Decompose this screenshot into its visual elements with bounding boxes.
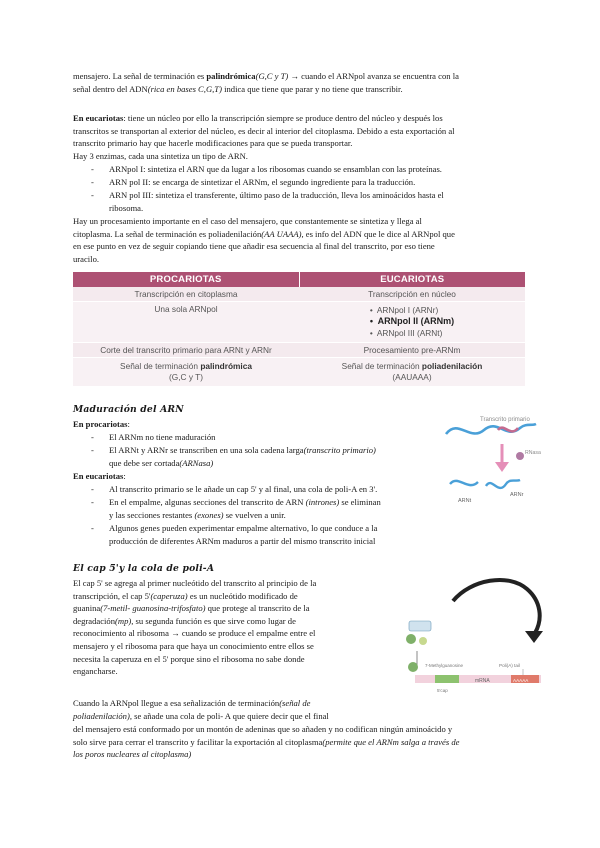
curved-arrow-head-icon bbox=[525, 631, 543, 643]
paragraph-processing: Hay un procesamiento importante en el caso del mensajero, que constantemente se sintetiza y llega al citoplasma. La señal de terminación es poliadenilación(AA UAAA), es info del ADN que le dice al ARNpol que en ese punto en vez de seguir copiando tiene que añadir esa secuencia al final del transcrito, por eso tiene uracilo. bbox=[73, 216, 455, 264]
prok-item-1: El ARNm no tiene maduración bbox=[109, 432, 216, 442]
fig-label-methylguanosine: 7-Methylguanosine bbox=[425, 663, 464, 668]
fig-label-arnt: ARNt bbox=[458, 498, 472, 504]
fig-label-mrna: mRNA bbox=[475, 678, 490, 684]
euk-item-3-cont: producción de diferentes ARNm maduros a partir del mismo transcrito inicial bbox=[109, 536, 376, 546]
label-en-eucariotas: En eucariotas: bbox=[73, 471, 126, 481]
arnt-fragment bbox=[450, 481, 478, 485]
rnasa-icon bbox=[516, 452, 524, 460]
euk-item-3: Algunos genes pueden experimentar empalme alternativo, lo que conduce a la bbox=[109, 523, 378, 533]
guanine-ring-icon bbox=[406, 634, 416, 644]
bullet-arnpol-3-cont: ribosoma. bbox=[109, 203, 144, 213]
nucleotide-icon bbox=[408, 662, 418, 672]
bullet-dash: - bbox=[91, 190, 94, 200]
prok-item-2-cont: que debe ser cortada(ARNasa) bbox=[109, 458, 214, 468]
cell-euk-transcription: Transcripción en núcleo bbox=[299, 287, 525, 302]
cell-prok-arnpol: Una sola ARNpol bbox=[73, 302, 299, 343]
heading-cap-poli-a: El cap 5'y la cola de poli-A bbox=[73, 563, 215, 574]
euk-item-2: En el empalme, algunas secciones del transcrito de ARN (intrones) se eliminan bbox=[109, 497, 381, 507]
fig-label-cap: 5'cap bbox=[437, 688, 448, 693]
bullet-dash: - bbox=[91, 445, 94, 455]
arnr-fragment bbox=[486, 480, 520, 488]
fig-label-rnasa: RNasa bbox=[525, 450, 541, 456]
paragraph-polya-end: del mensajero está conformado por un montón de adeninas que so añaden y no codifican ningún aminoácido y solo sirve para cerrar el transcrito y facilitar la exportación al citoplasma(permite que el ARNm salga a través de los poros nucleares al citoplasma) bbox=[73, 724, 460, 760]
cell-prok-transcription: Transcripción en citoplasma bbox=[73, 287, 299, 302]
header-procariotas: PROCARIOTAS bbox=[73, 272, 299, 287]
prok-item-2: El ARNt y ARNr se transcriben en una sola cadena larga(transcrito primario) bbox=[109, 445, 376, 455]
bullet-dash: - bbox=[91, 432, 94, 442]
fig-label-transcrito: Transcrito primario bbox=[480, 417, 530, 423]
cell-euk-processing: Procesamiento pre-ARNm bbox=[299, 343, 525, 358]
primary-transcript-strand bbox=[446, 424, 536, 434]
bullet-arnpol-3: ARN pol III: sintetiza el transferente, último paso de la traducción, lleva los aminoácidos hasta el bbox=[109, 190, 444, 200]
header-eucariotas: EUCARIOTAS bbox=[299, 272, 525, 287]
bullet-dash: - bbox=[91, 523, 94, 533]
bullet-dash: - bbox=[91, 164, 94, 174]
curved-arrow-shaft bbox=[453, 580, 540, 633]
ribose-icon bbox=[419, 637, 427, 645]
paragraph-termination-signal: mensajero. La señal de terminación es palindrómica(G,C y T) → cuando el ARNpol avanza se encuentra con la señal dentro del ADN(rica en bases C,G,T) indica que tiene que parar y no tiene que transcribir. bbox=[73, 71, 459, 94]
bullet-dash: - bbox=[91, 484, 94, 494]
cap-polya-figure bbox=[395, 575, 545, 705]
heading-maduracion: Maduración del ARN bbox=[73, 404, 184, 415]
transcript-cleavage-figure bbox=[440, 412, 541, 508]
euk-item-1: Al transcrito primario se le añade un cap 5' y al final, una cola de poli-A en 3'. bbox=[109, 484, 378, 494]
phosphate-group bbox=[409, 621, 431, 631]
cell-prok-signal: Señal de terminación palindrómica (G,C y T) bbox=[73, 358, 299, 387]
fig-label-aaaaa: AAAAA bbox=[513, 678, 529, 683]
bullet-arnpol-1: ARNpol I: sintetiza el ARN que da lugar a los ribosomas cuando se ensamblan con las proteínas. bbox=[109, 164, 442, 174]
cap-segment bbox=[435, 675, 459, 683]
cell-prok-cut: Corte del transcrito primario para ARNt y ARNr bbox=[73, 343, 299, 358]
euk-item-2-cont: y las secciones restantes (exones) se vuelven a unir. bbox=[109, 510, 286, 520]
cell-euk-signal: Señal de terminación poliadenilación (AAUAAA) bbox=[299, 358, 525, 387]
paragraph-cap: El cap 5' se agrega al primer nucleótido del transcrito al principio de la transcripción, el cap 5'(caperuza) es un nucleótido modificado de guanina(7-metil- guanosina-trifosfato) que protege al transcrito de la degradación(mp), su segunda función es que sirve como lugar de reconocimiento al ribosoma → cuando se produce el empalme entre el mensajero y el ribosoma para que haya un conocimiento entre ellos se necesita la caperuza en el 5' porque sino el ribosoma no sabe donde engancharse. bbox=[73, 578, 317, 677]
paragraph-eukaryotes: En eucariotas: tiene un núcleo por ello la transcripción siempre se produce dentro del núcleo y después los transcritos se transportan al exterior del núcleo, es decir al interior del citoplasma. Debido a esta exportación al transcrito primario hay que hacerle modificaciones para que se pueda transportar. Hay 3 enzimas, cada una sintetiza un tipo de ARN. bbox=[73, 113, 455, 161]
cell-euk-arnpol bbox=[299, 302, 525, 343]
arrow-down-icon bbox=[495, 462, 509, 472]
comparison-table bbox=[73, 272, 525, 386]
paragraph-polya-start: Cuando la ARNpol llegue a esa señalización de terminación(señal de poliadenilación), se añade una cola de poli- A que quiere decir que el final bbox=[73, 698, 329, 721]
bullet-dash: - bbox=[91, 177, 94, 187]
fig-label-polya-tail: Poli(A) tail bbox=[499, 663, 520, 668]
fig-label-arnr: ARNr bbox=[510, 492, 524, 498]
bullet-dash: - bbox=[91, 497, 94, 507]
bullet-arnpol-2: ARN pol II: se encarga de sintetizar el ARNm, el segundo ingrediente para la traducción. bbox=[109, 177, 416, 187]
arnpol-list: • ARNpol I (ARNr) • ARNpol II (ARNm) • ARNpol III (ARNt) bbox=[369, 304, 455, 338]
label-en-procariotas: En procariotas: bbox=[73, 419, 130, 429]
